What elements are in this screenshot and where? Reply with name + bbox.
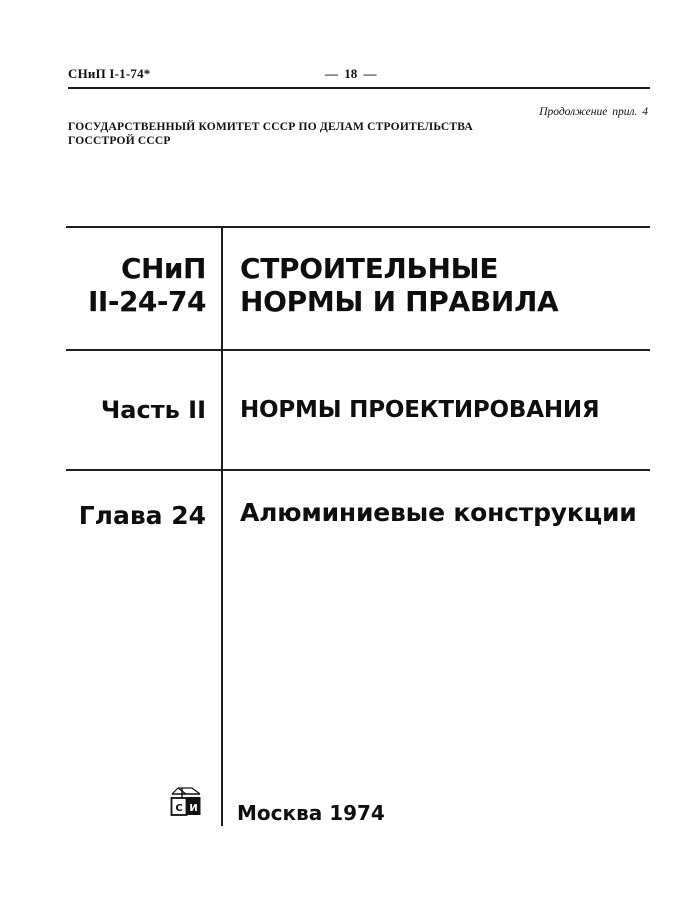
- norm-code-line-2: II-24-74: [87, 285, 206, 318]
- norm-code: [88, 252, 206, 318]
- svg-text:И: И: [189, 803, 198, 814]
- norm-code-line-1: СНиП: [120, 252, 206, 285]
- header-rule: [68, 87, 650, 89]
- title-grid-rule-3: [66, 469, 650, 471]
- main-title-line-1: СТРОИТЕЛЬНЫЕ: [240, 252, 499, 285]
- page-number: — 18 —: [325, 66, 377, 81]
- stroyizdat-logo-icon: [168, 786, 204, 818]
- title-grid-divider: [221, 226, 223, 826]
- issuer-line-1: ГОСУДАРСТВЕННЫЙ КОМИТЕТ СССР ПО ДЕЛАМ СТРОИТЕЛЬСТВА: [68, 121, 473, 133]
- title-grid-rule-2: [66, 349, 650, 351]
- imprint-place-year: Москва 1974: [237, 801, 385, 825]
- chapter-label: Глава 24: [78, 501, 206, 530]
- title-grid-top-rule: [66, 226, 650, 228]
- part-label: Часть II: [100, 396, 206, 424]
- main-title: [240, 252, 558, 318]
- issuer-line-2: ГОССТРОЙ СССР: [68, 135, 171, 147]
- chapter-title: Алюминиевые конструкции: [240, 498, 637, 527]
- svg-text:С: С: [175, 803, 183, 814]
- running-header-document-code: СНиП I-1-74*: [68, 66, 151, 81]
- continuation-note: Продолжение прил. 4: [539, 106, 648, 118]
- issuer-block: [68, 120, 473, 148]
- part-title: НОРМЫ ПРОЕКТИРОВАНИЯ: [240, 397, 600, 423]
- main-title-line-2: НОРМЫ И ПРАВИЛА: [240, 285, 559, 318]
